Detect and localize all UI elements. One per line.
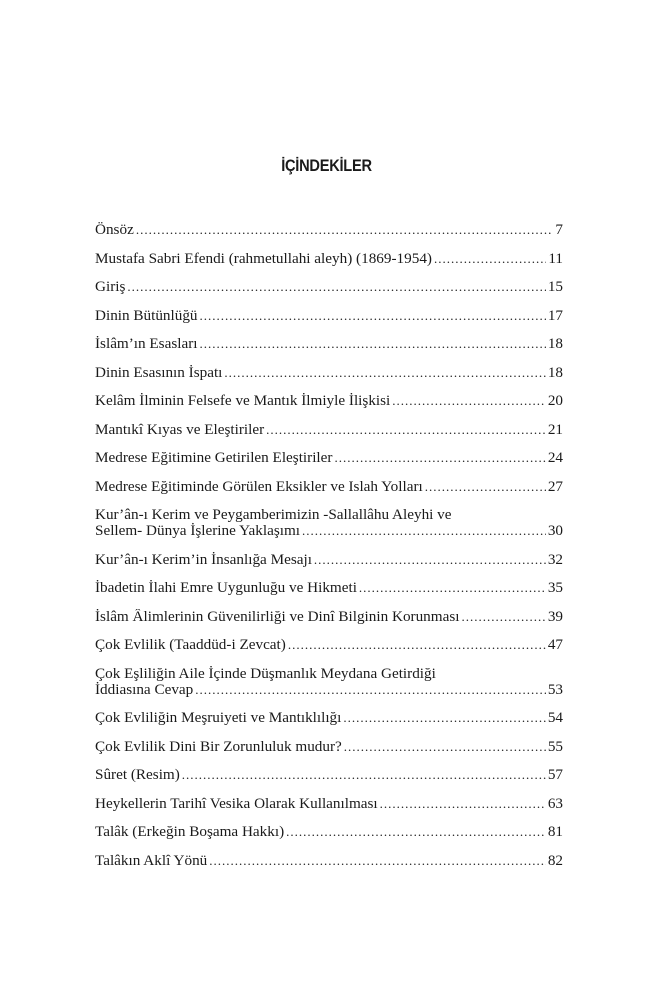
dot-leader (434, 251, 546, 267)
dot-leader (380, 796, 546, 812)
dot-leader (182, 767, 546, 783)
toc-entry-title: İddiasına Cevap (95, 680, 194, 698)
toc-entry (95, 767, 563, 783)
toc-entry (95, 609, 563, 625)
toc-entry-title: Çok Evlilik (Taaddüd-i Zevcat) (95, 637, 286, 653)
toc-entry-page-number: 54 (547, 710, 563, 726)
toc-entry-page-number: 24 (547, 450, 563, 466)
toc-entry-title: Mantıkî Kıyas ve Eleştiriler (95, 421, 265, 438)
toc-entry-page-number: 11 (548, 250, 563, 267)
toc-entry-page-number: 32 (547, 551, 563, 568)
dot-leader (286, 824, 546, 840)
dot-leader (288, 637, 546, 653)
toc-entry-page-number: 35 (547, 580, 563, 596)
toc-entry-page-number: 18 (547, 364, 563, 381)
dot-leader (334, 450, 545, 466)
dot-leader (200, 336, 546, 352)
toc-entry-page-number: 55 (547, 738, 563, 755)
toc-entry-page-number: 18 (547, 336, 563, 352)
toc-entry-title: Talâkın Aklî Yönü (95, 852, 208, 869)
toc-entry (95, 479, 563, 495)
toc-entry (95, 393, 563, 409)
toc-entry-page-number: 7 (555, 222, 563, 238)
toc-entry (95, 739, 563, 755)
toc-entry (95, 251, 563, 267)
toc-entry-page-number: 17 (547, 307, 563, 324)
dot-leader (314, 552, 546, 568)
toc-entry-title: Mustafa Sabri Efendi (rahmetullahi aleyh) (1869-1954) (95, 250, 432, 267)
toc-entry (95, 222, 563, 238)
dot-leader (461, 609, 545, 625)
toc-entry (95, 580, 563, 596)
page-title: İÇİNDEKİLER (281, 156, 372, 175)
toc-entry-page-number: 82 (547, 852, 563, 869)
toc-entry (95, 552, 563, 568)
toc-entry (95, 796, 563, 812)
toc-entry (95, 422, 563, 438)
toc-entry-page-number: 63 (547, 795, 563, 812)
dot-leader (200, 308, 546, 324)
dot-leader (302, 523, 546, 539)
toc-entry-title: Çok Evlilik Dini Bir Zorunluluk mudur? (95, 738, 342, 755)
toc-entry (95, 710, 563, 726)
dot-leader (343, 710, 545, 726)
toc-entry-page-number: 20 (547, 393, 563, 409)
toc-entry-title: Sellem- Dünya İşlerine Yaklaşımı (95, 522, 300, 539)
toc-entry-title-line: Çok Eşliliğin Aile İçinde Düşmanlık Meydana Getirdiği (95, 665, 436, 682)
toc-entry-page-number: 57 (547, 767, 563, 783)
toc-entry-page-number: 39 (547, 608, 563, 625)
dot-leader (209, 853, 546, 869)
toc-entry (95, 853, 563, 869)
dot-leader (195, 682, 546, 698)
toc-entry (95, 450, 563, 466)
toc-entry-title: İbadetin İlahi Emre Uygunluğu ve Hikmeti (95, 580, 357, 596)
toc-entry-page-number: 15 (547, 279, 563, 295)
dot-leader (127, 279, 545, 295)
dot-leader (266, 422, 546, 438)
toc-entry-page-number: 81 (547, 824, 563, 840)
dot-leader (224, 365, 545, 381)
toc-entry-title: Medrese Eğitiminde Görülen Eksikler ve Islah Yolları (95, 478, 423, 495)
dot-leader (344, 739, 546, 755)
toc-entry-title: Dinin Esasının İspatı (95, 364, 223, 381)
toc-entry-title: Sûret (Resim) (95, 767, 180, 783)
toc-entry-page-number: 27 (547, 478, 563, 495)
toc-entry-title: Kelâm İlminin Felsefe ve Mantık İlmiyle İlişkisi (95, 393, 391, 409)
toc-entry-title: Heykellerin Tarihî Vesika Olarak Kullanılması (95, 795, 378, 812)
toc-entry-page-number: 21 (547, 421, 563, 438)
toc-entry (95, 824, 563, 840)
toc-entry-title: Dinin Bütünlüğü (95, 307, 198, 324)
toc-entry (95, 308, 563, 324)
toc-entry (95, 365, 563, 381)
dot-leader (425, 479, 546, 495)
toc-entry-title: Kur’ân-ı Kerim’in İnsanlığa Mesajı (95, 551, 312, 568)
toc-entry (95, 637, 563, 653)
toc-entry-title: Medrese Eğitimine Getirilen Eleştiriler (95, 450, 333, 466)
toc-entry (95, 279, 563, 295)
dot-leader (136, 222, 554, 238)
dot-leader (392, 393, 546, 409)
toc-entry-page-number: 30 (547, 522, 563, 539)
toc-entry-title: Giriş (95, 279, 126, 295)
toc-entry (95, 666, 563, 698)
toc-entry-title: Talâk (Erkeğin Boşama Hakkı) (95, 824, 285, 840)
dot-leader (359, 580, 546, 596)
toc-entry-page-number: 53 (547, 680, 563, 698)
toc-entry-title: İslâm Âlimlerinin Güvenilirliği ve Dinî Bilginin Korunması (95, 608, 460, 625)
table-of-contents (95, 222, 563, 881)
toc-entry (95, 336, 563, 352)
toc-entry-title: Çok Evliliğin Meşruiyeti ve Mantıklılığı (95, 710, 342, 726)
toc-entry-title: Önsöz (95, 222, 134, 238)
toc-entry-page-number: 47 (547, 637, 563, 653)
toc-entry-title: İslâm’ın Esasları (95, 336, 198, 352)
toc-entry (95, 507, 563, 539)
toc-entry-title-line: Kur’ân-ı Kerim ve Peygamberimizin -Sallallâhu Aleyhi ve (95, 507, 452, 523)
